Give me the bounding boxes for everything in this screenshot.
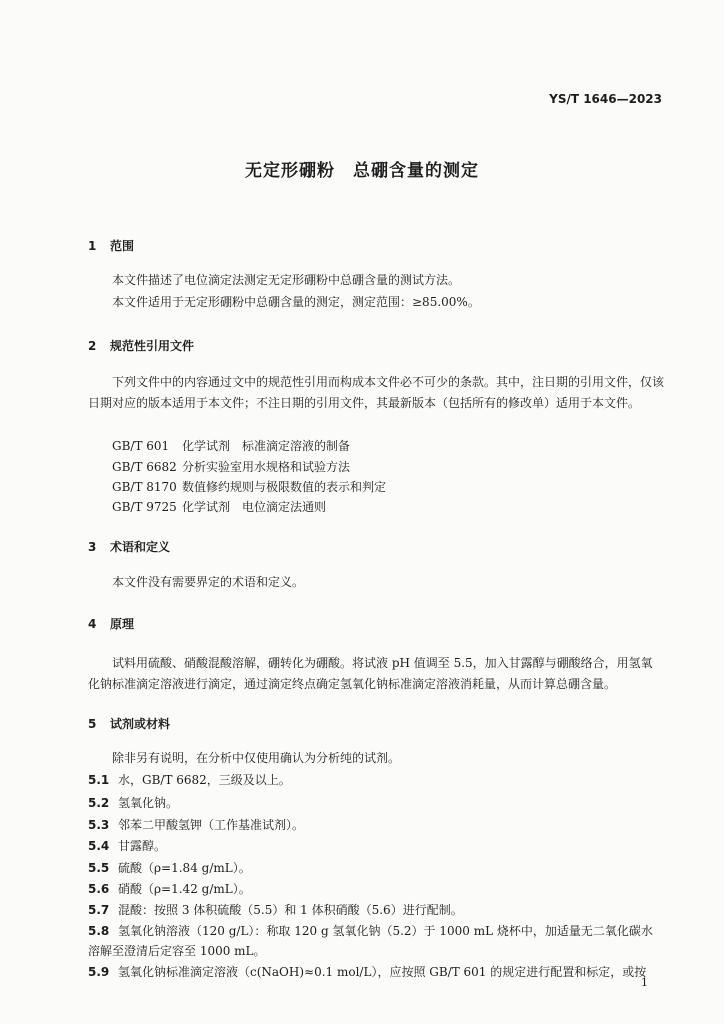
item-number: 5.6 bbox=[88, 882, 110, 896]
reference-code: GB/T 601 bbox=[112, 439, 170, 453]
reference-title: 化学试剂 标准滴定溶液的制备 bbox=[182, 439, 351, 453]
list-item bbox=[88, 770, 664, 790]
item-text: 硝酸（ρ=1.42 g/mL）。 bbox=[118, 882, 251, 896]
list-item bbox=[88, 900, 664, 920]
item-number: 5.4 bbox=[88, 839, 110, 853]
section-number: 5 bbox=[88, 717, 97, 731]
item-number: 5.3 bbox=[88, 818, 110, 832]
item-number: 5.8 bbox=[88, 924, 110, 938]
item-text: 氢氧化钠溶液（120 g/L）：称取 120 g 氢氧化钠（5.2）于 1000 mL 烧杯中，加适量无二氧化碳水溶解至澄清后定容至 1000 mL。 bbox=[88, 924, 653, 958]
item-number: 5.1 bbox=[88, 773, 110, 787]
section-title: 原理 bbox=[110, 617, 135, 631]
section-heading-reagents bbox=[88, 715, 170, 732]
reference-code: GB/T 9725 bbox=[112, 500, 177, 514]
list-item bbox=[88, 962, 664, 982]
section-title: 规范性引用文件 bbox=[110, 339, 195, 353]
section-number: 2 bbox=[88, 339, 97, 353]
item-text: 甘露醇。 bbox=[118, 839, 167, 853]
item-text: 邻苯二甲酸氢钾（工作基准试剂）。 bbox=[118, 818, 305, 832]
list-item bbox=[88, 921, 664, 961]
section-heading-terms bbox=[88, 538, 170, 555]
item-number: 5.5 bbox=[88, 861, 110, 875]
reference-code: GB/T 6682 bbox=[112, 460, 177, 474]
item-text: 水，GB/T 6682，三级及以上。 bbox=[118, 773, 291, 787]
section-title: 术语和定义 bbox=[110, 540, 171, 554]
list-item bbox=[88, 836, 664, 856]
reference-title: 数值修约规则与极限数值的表示和判定 bbox=[182, 480, 387, 494]
page-number: 1 bbox=[641, 976, 648, 989]
reference-title: 化学试剂 电位滴定法通则 bbox=[182, 500, 327, 514]
list-item bbox=[88, 858, 664, 878]
paragraph: 本文件描述了电位滴定法测定无定形硼粉中总硼含量的测试方法。 bbox=[112, 273, 461, 287]
section-number: 1 bbox=[88, 239, 97, 253]
section-number: 4 bbox=[88, 617, 97, 631]
reference-item bbox=[112, 498, 326, 515]
section-heading-principle bbox=[88, 615, 134, 632]
item-text: 硫酸（ρ=1.84 g/mL）。 bbox=[118, 861, 251, 875]
section-title: 范围 bbox=[110, 239, 135, 253]
paragraph: 除非另有说明，在分析中仅使用确认为分析纯的试剂。 bbox=[112, 751, 401, 765]
reference-item bbox=[112, 458, 350, 475]
paragraph: 试料用硫酸、硝酸混酸溶解，硼转化为硼酸。将试液 pH 值调至 5.5，加入甘露醇与硼酸络合，用氢氧化钠标准滴定溶液进行滴定，通过滴定终点确定氢氧化钠标准滴定溶液消耗量，从而计算总硼含量。 bbox=[88, 656, 653, 691]
section-number: 3 bbox=[88, 540, 97, 554]
document-title: 无定形硼粉 总硼含量的测定 bbox=[245, 161, 479, 181]
reference-title: 分析实验室用水规格和试验方法 bbox=[182, 460, 351, 474]
item-text: 混酸：按照 3 体积硫酸（5.5）和 1 体积硝酸（5.6）进行配制。 bbox=[118, 903, 463, 917]
list-item bbox=[88, 815, 664, 835]
list-item bbox=[88, 879, 664, 899]
paragraph: 本文件适用于无定形硼粉中总硼含量的测定，测定范围：≥85.00%。 bbox=[112, 295, 480, 309]
reference-code: GB/T 8170 bbox=[112, 480, 177, 494]
paragraph: 本文件没有需要界定的术语和定义。 bbox=[112, 575, 305, 589]
reference-item bbox=[112, 478, 386, 495]
section-heading-scope bbox=[88, 237, 134, 254]
reference-item bbox=[112, 437, 350, 454]
standard-code: YS/T 1646—2023 bbox=[549, 92, 662, 106]
section-heading-normative-references bbox=[88, 337, 194, 354]
item-number: 5.2 bbox=[88, 796, 110, 810]
item-text: 氢氧化钠标准滴定溶液（c(NaOH)≈0.1 mol/L），应按照 GB/T 601 的规定进行配置和标定，或按 bbox=[118, 965, 647, 979]
paragraph: 下列文件中的内容通过文中的规范性引用而构成本文件必不可少的条款。其中，注日期的引用文件，仅该日期对应的版本适用于本文件；不注日期的引用文件，其最新版本（包括所有的修改单）适用于本文件。 bbox=[88, 375, 665, 410]
list-item bbox=[88, 793, 664, 813]
item-number: 5.9 bbox=[88, 965, 110, 979]
item-text: 氢氧化钠。 bbox=[118, 796, 179, 810]
item-number: 5.7 bbox=[88, 903, 110, 917]
section-title: 试剂或材料 bbox=[110, 717, 171, 731]
